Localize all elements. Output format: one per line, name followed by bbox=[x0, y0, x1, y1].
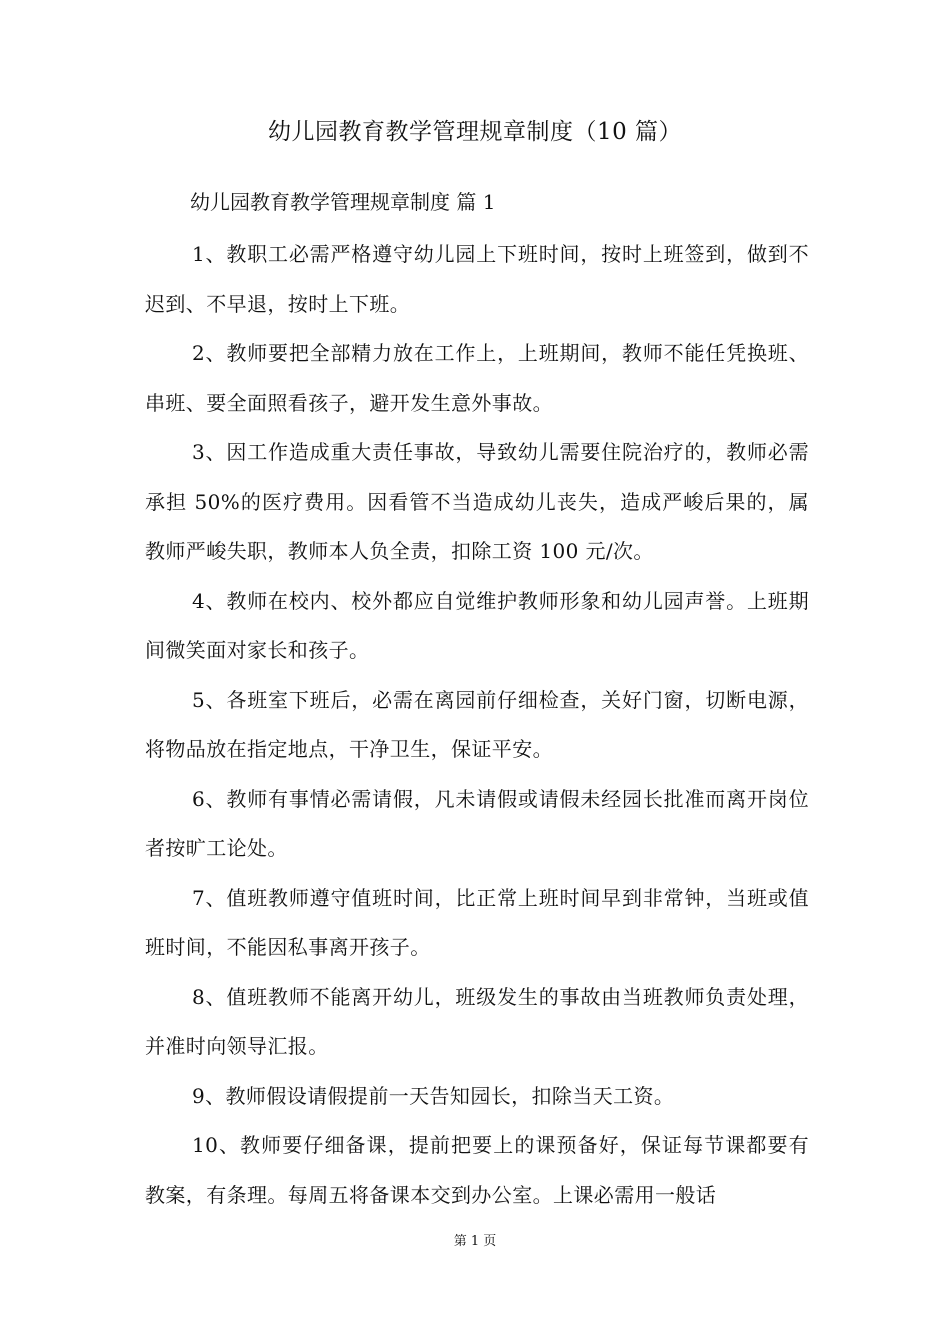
paragraph-6: 6、教师有事情必需请假，凡未请假或请假未经园长批准而离开岗位者按旷工论处。 bbox=[145, 786, 809, 860]
paragraph-10: 10、教师要仔细备课，提前把要上的课预备好，保证每节课都要有教案，有条理。每周五将备课本交到办公室。上课必需用一般话 bbox=[145, 1133, 809, 1207]
section-heading: 幼儿园教育教学管理规章制度 篇 1 bbox=[190, 190, 496, 214]
paragraph-9: 9、教师假设请假提前一天告知园长，扣除当天工资。 bbox=[192, 1083, 675, 1108]
paragraph-2: 2、教师要把全部精力放在工作上，上班期间，教师不能任凭换班、串班、要全面照看孩子，避开发生意外事故。 bbox=[145, 341, 809, 415]
document-title: 幼儿园教育教学管理规章制度（10 篇） bbox=[267, 119, 683, 145]
paragraph-4: 4、教师在校内、校外都应自觉维护教师形象和幼儿园声誉。上班期间微笑面对家长和孩子。 bbox=[145, 588, 809, 662]
body-text bbox=[145, 230, 809, 1220]
paragraph-1: 1、教职工必需严格遵守幼儿园上下班时间，按时上班签到，做到不迟到、不早退，按时上下班。 bbox=[145, 242, 809, 316]
paragraph-8: 8、值班教师不能离开幼儿，班级发生的事故由当班教师负责处理，并准时向领导汇报。 bbox=[145, 984, 809, 1058]
paragraph-5: 5、各班室下班后，必需在离园前仔细检查，关好门窗，切断电源，将物品放在指定地点，干净卫生，保证平安。 bbox=[145, 687, 809, 761]
paragraph-3: 3、因工作造成重大责任事故，导致幼儿需要住院治疗的，教师必需承担 50%的医疗费用。因看管不当造成幼儿丧失，造成严峻后果的，属教师严峻失职，教师本人负全责，扣除工资 100 元/次。 bbox=[145, 440, 809, 563]
paragraph-7: 7、值班教师遵守值班时间，比正常上班时间早到非常钟，当班或值班时间，不能因私事离开孩子。 bbox=[145, 885, 809, 959]
page-number: 第 1 页 bbox=[453, 1234, 497, 1249]
